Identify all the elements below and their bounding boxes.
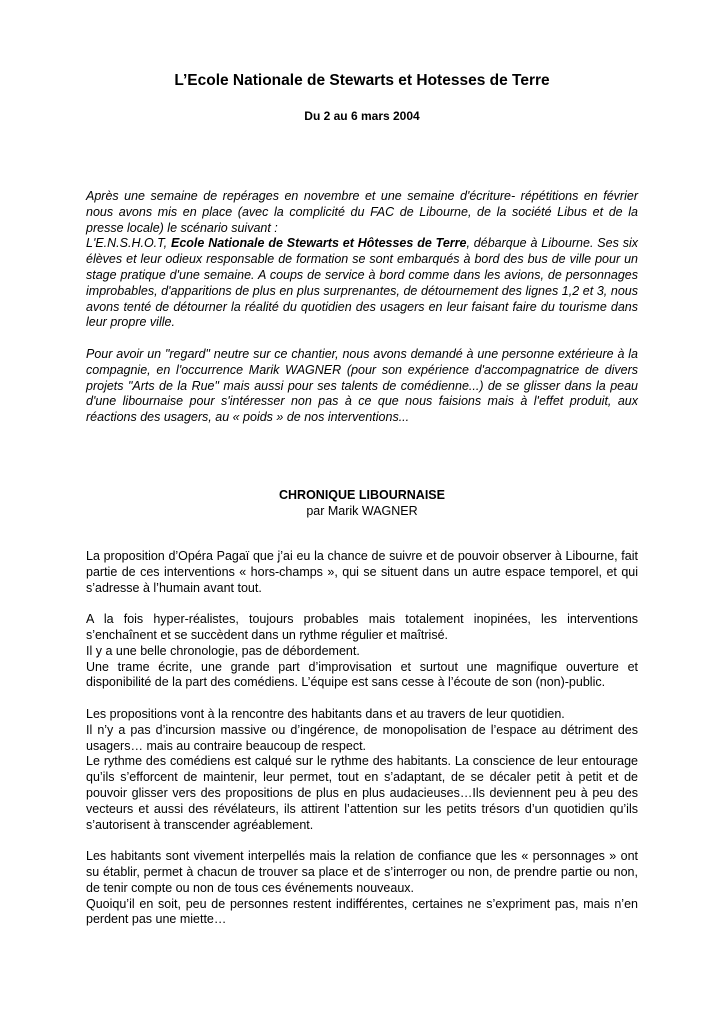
- chronicle-author: par Marik WAGNER: [306, 504, 418, 518]
- intro-paragraph-2: [86, 236, 638, 331]
- chronicle-title: CHRONIQUE LIBOURNAISE: [279, 488, 445, 502]
- paragraph-gap: [86, 596, 638, 612]
- chronicle-paragraph: Les habitants sont vivement interpellés mais la relation de confiance que les « personnages » ont su établir, permet à chacun de trouver sa place et de s’interroger ou non, de prendre partie ou non, de tenir compte ou non de tous ces événements nouveaux.: [86, 849, 638, 895]
- chronicle-paragraph: A la fois hyper-réalistes, toujours probables mais totalement inopinées, les interventions s’enchaînent et se succèdent dans un rythme régulier et maîtrisé.: [86, 612, 638, 642]
- document-title: L’Ecole Nationale de Stewarts et Hotesses de Terre: [174, 72, 550, 89]
- intro-paragraph-3: Pour avoir un "regard" neutre sur ce chantier, nous avons demandé à une personne extérieure à la compagnie, en l'occurrence Marik WAGNER (pour son expérience d'accompagnatrice de divers projets "Arts de la Rue" mais aussi pour ses talents de comédienne...) de se glisser dans la peau d'une libournaise pour s'intéresser non pas à ce que nous faisions mais à l'effet produit, aux réactions des usagers, au « poids » de nos interventions...: [86, 346, 638, 425]
- chronicle-paragraph: Il n’y a pas d’incursion massive ou d’ingérence, de monopolisation de l’espace au détriment des usagers… mais au contraire beaucoup de respect.: [86, 722, 638, 753]
- paragraph-gap: [86, 691, 638, 707]
- chronicle-paragraph: Une trame écrite, une grande part d’improvisation et surtout une magnifique ouverture et disponibilité de la part des comédiens. L’équipe est sans cesse à l’écoute de son (non)-public.: [86, 659, 638, 690]
- school-name: Ecole Nationale de Stewarts et Hôtesses de Terre: [170, 236, 467, 251]
- chronicle-paragraph: Il y a une belle chronologie, pas de débordement.: [86, 643, 360, 658]
- paragraph-gap: [86, 833, 638, 849]
- intro-p2-rest: , débarque à Libourne. Ses six élèves et leur odieux responsable de formation se sont embarqués à bord des bus de ville pour un stage pratique d'une semaine. A coups de service à bord comme dans les avions, de personnages improbables, d'apparitions de plus en plus surprenantes, de détournement des lignes 1,2 et 3, nous avons tenté de détourner la réalité du quotidien des usagers en leur faisant faire du tourisme dans leur propre ville.: [86, 236, 638, 330]
- intro-p2-start: L'E.N.S.H.O.T,: [86, 236, 171, 251]
- chronicle-paragraph: Les propositions vont à la rencontre des habitants dans et au travers de leur quotidien.: [86, 706, 565, 721]
- chronicle-paragraph: Quoiqu’il en soit, peu de personnes restent indifférentes, certaines ne s’expriment pas, mais n’en perdent pas une miette…: [86, 896, 638, 927]
- intro-section: [86, 189, 638, 426]
- chronicle-body: [86, 549, 638, 928]
- intro-paragraph-1: Après une semaine de repérages en novembre et une semaine d'écriture- répétitions en février nous avons mis en place (avec la complicité du FAC de Libourne, de la société Libus et de la presse locale) le scénario suivant :: [86, 189, 638, 235]
- chronicle-paragraph: Le rythme des comédiens est calqué sur le rythme des habitants. La conscience de leur entourage qu’ils s’efforcent de maintenir, leur permet, tout en s’adaptant, de se décaler petit à petit et de pouvoir glisser vers des propositions de plus en plus audacieuses…Ils deviennent peu à peu des vecteurs et aussi des révélateurs, ils attirent l’attention sur les petits trésors d’un quotidien qu’ils s’autorisent à transcender agréablement.: [86, 754, 638, 832]
- chronicle-paragraph: La proposition d’Opéra Pagaï que j’ai eu la chance de suivre et de pouvoir observer à Libourne, fait partie de ces interventions « hors-champs », qui se situent dans un autre espace temporel, et qui s’adresse à l’humain avant tout.: [86, 549, 638, 595]
- event-dates: Du 2 au 6 mars 2004: [304, 109, 420, 123]
- paragraph-gap: [86, 331, 638, 347]
